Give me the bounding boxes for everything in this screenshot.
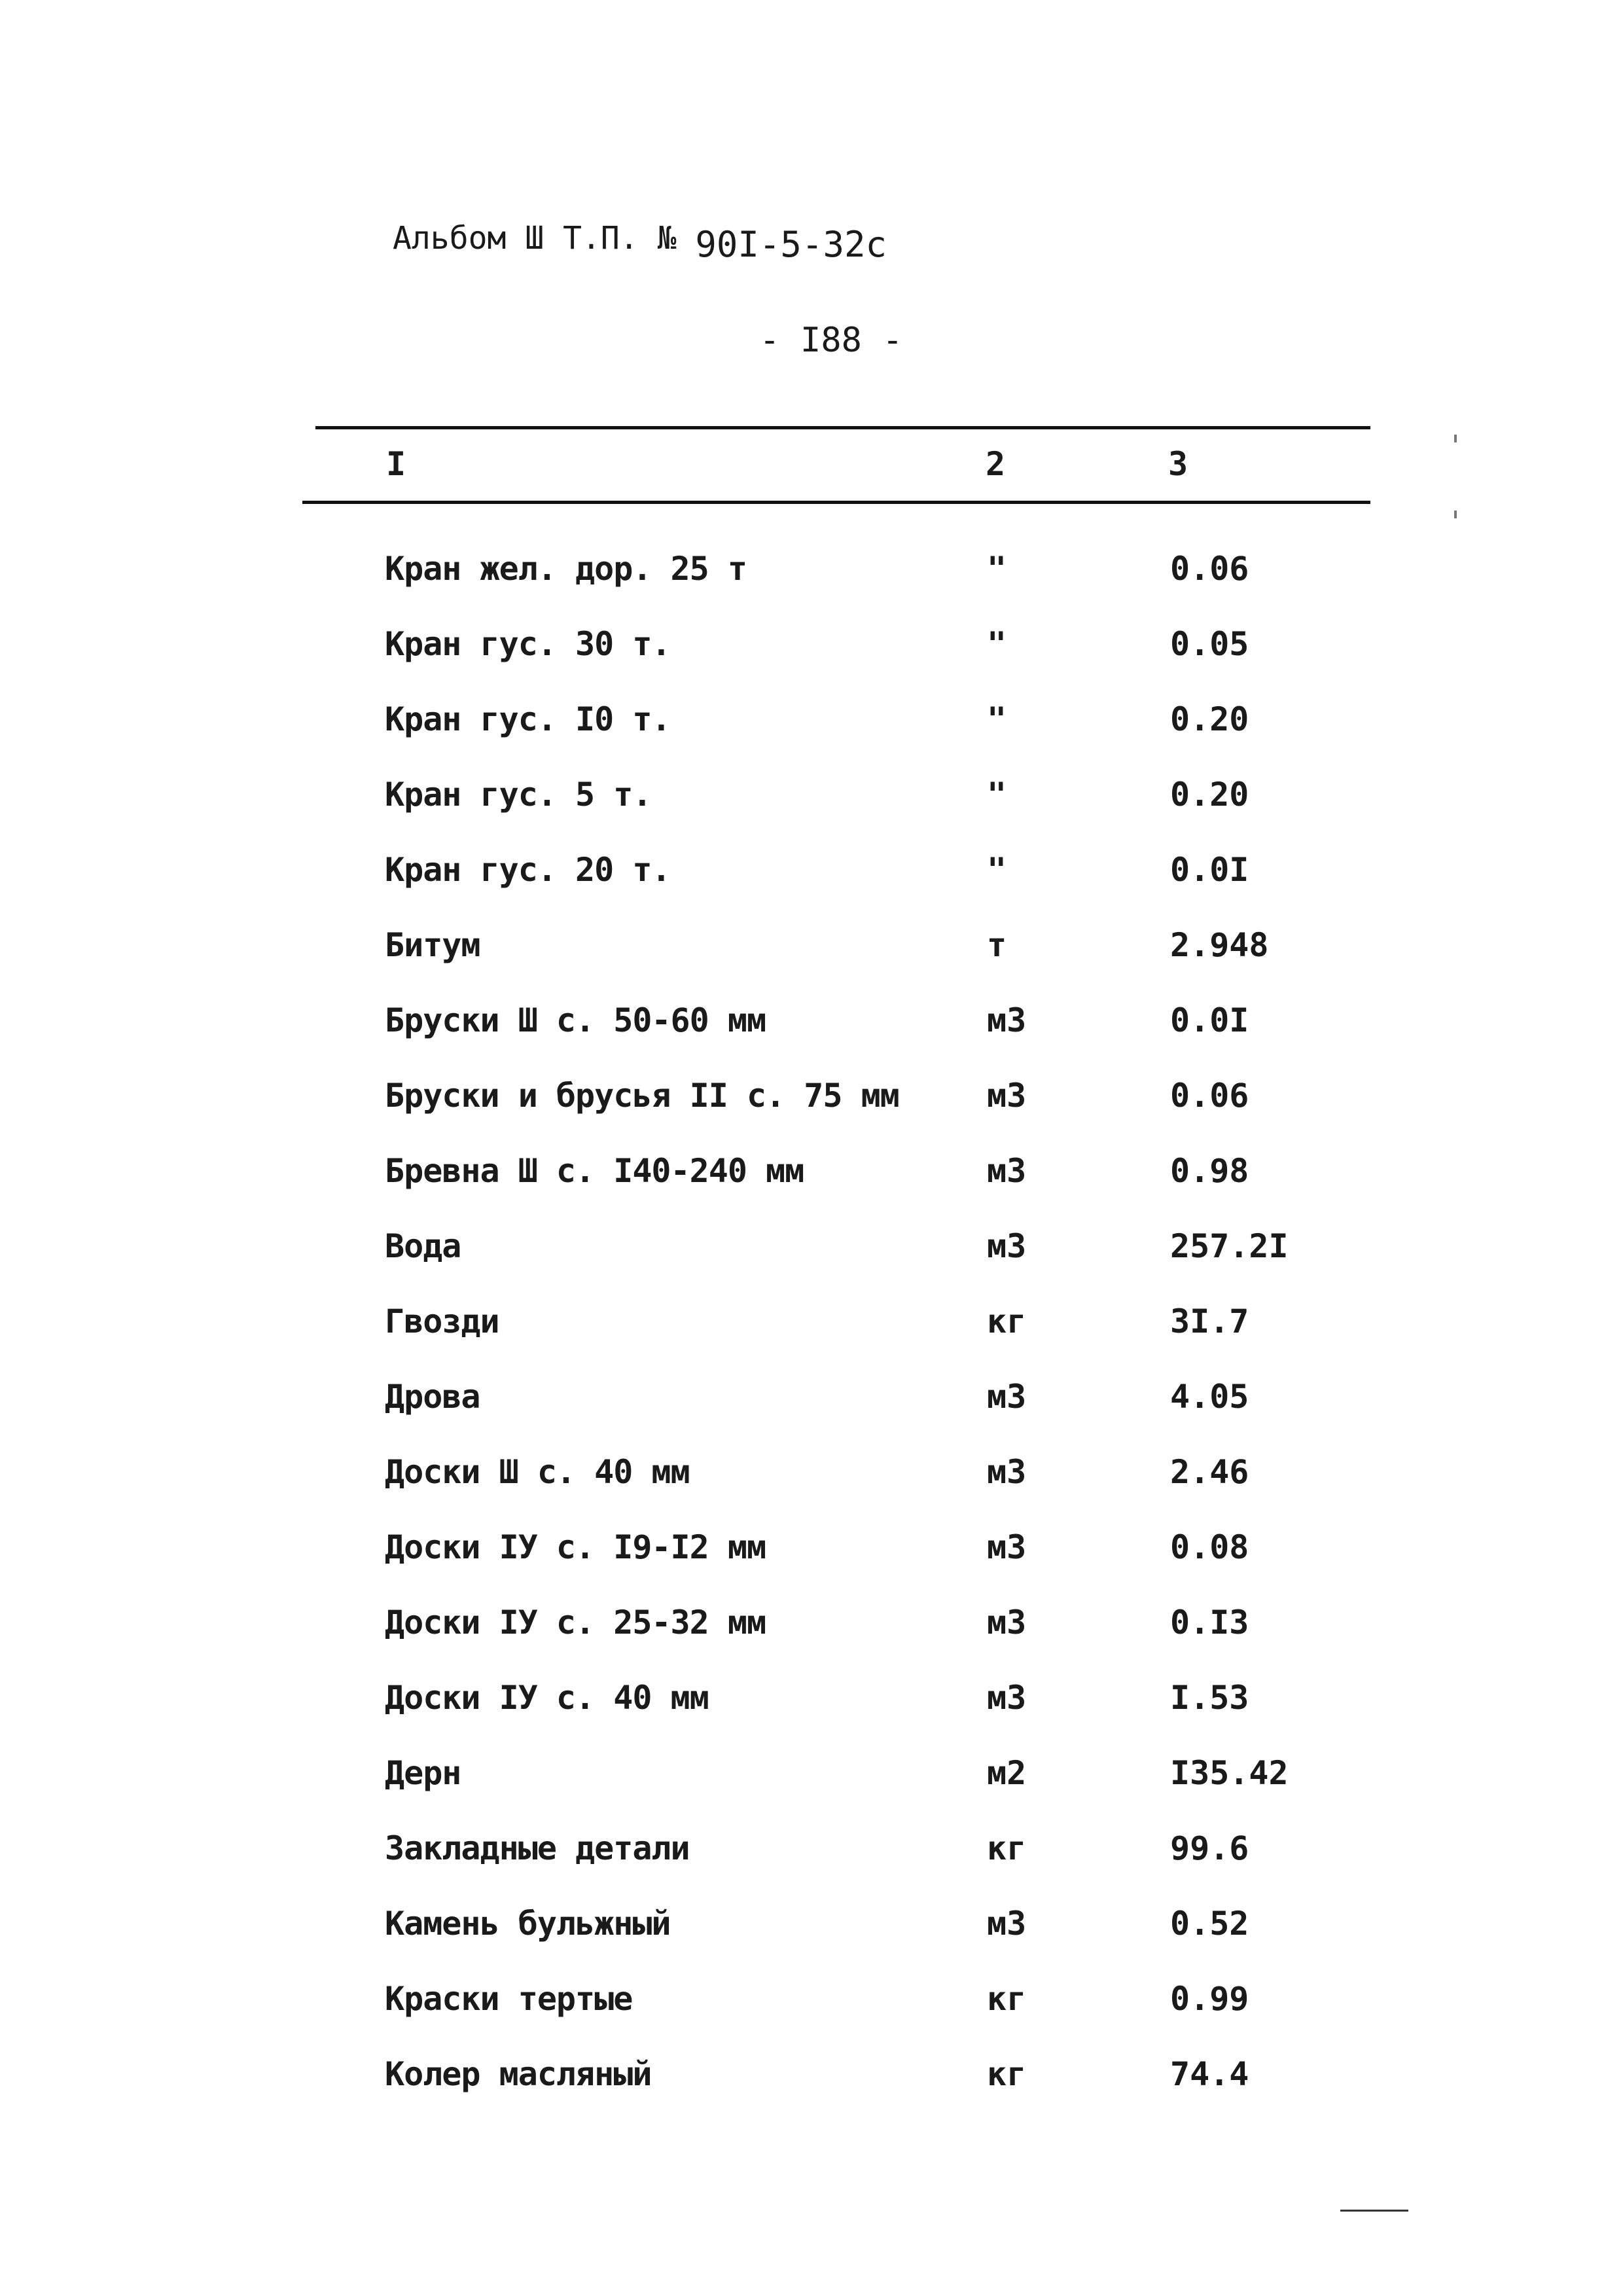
table-row [0, 1748, 1623, 1823]
unit-of-measure: м3 [987, 1905, 1027, 1943]
quantity-value: 4.05 [1170, 1378, 1249, 1416]
table-row [0, 1145, 1623, 1221]
table-row [0, 844, 1623, 920]
unit-of-measure: м3 [987, 1679, 1027, 1717]
table-row [0, 1371, 1623, 1446]
table-row [0, 1672, 1623, 1748]
quantity-value: 257.2I [1170, 1227, 1289, 1265]
unit-of-measure: м3 [987, 1604, 1027, 1641]
quantity-value: 0.05 [1170, 625, 1249, 663]
material-name: Доски IУ с. 40 мм [385, 1679, 709, 1717]
material-name: Краски тертые [385, 1980, 633, 2018]
material-name: Доски Ш с. 40 мм [385, 1453, 690, 1491]
quantity-value: 0.52 [1170, 1905, 1249, 1943]
unit-of-measure: кг [987, 1829, 1027, 1867]
table-row [0, 1823, 1623, 1898]
unit-of-measure: " [987, 700, 1007, 738]
table-row [0, 920, 1623, 995]
quantity-value: I35.42 [1170, 1754, 1289, 1792]
quantity-value: 0.06 [1170, 1077, 1249, 1115]
unit-of-measure: м3 [987, 1528, 1027, 1566]
material-name: Бруски Ш с. 50-60 мм [385, 1001, 766, 1039]
unit-of-measure: м3 [987, 1453, 1027, 1491]
table-row [0, 1070, 1623, 1145]
quantity-value: 2.948 [1170, 926, 1269, 964]
album-label: Альбом Ш Т.П. № [393, 220, 677, 257]
quantity-value: 3I.7 [1170, 1302, 1249, 1340]
material-name: Колер масляный [385, 2055, 652, 2093]
unit-of-measure: м3 [987, 1378, 1027, 1416]
table-row [0, 619, 1623, 694]
unit-of-measure: " [987, 550, 1007, 588]
quantity-value: 0.0I [1170, 851, 1249, 889]
material-name: Гвозди [385, 1302, 499, 1340]
column-header-2: 2 [986, 445, 1006, 483]
material-name: Камень бульжный [385, 1905, 671, 1943]
quantity-value: 0.0I [1170, 1001, 1249, 1039]
project-number: 90I-5-32с [695, 224, 887, 265]
table-row [0, 1221, 1623, 1296]
table-row [0, 1898, 1623, 1973]
table-row [0, 543, 1623, 619]
quantity-value: 74.4 [1170, 2055, 1249, 2093]
quantity-value: 0.20 [1170, 700, 1249, 738]
table-row [0, 1296, 1623, 1371]
quantity-value: 0.98 [1170, 1152, 1249, 1190]
album-header [393, 216, 887, 265]
table-top-rule [315, 426, 1370, 429]
quantity-value: 99.6 [1170, 1829, 1249, 1867]
unit-of-measure: м3 [987, 1227, 1027, 1265]
unit-of-measure: " [987, 776, 1007, 814]
table-row [0, 1446, 1623, 1522]
table-row [0, 2049, 1623, 2124]
material-name: Кран жел. дор. 25 т [385, 550, 747, 588]
table-row [0, 995, 1623, 1070]
material-name: Битум [385, 926, 480, 964]
material-name: Вода [385, 1227, 461, 1265]
table-row [0, 694, 1623, 769]
table-row [0, 1597, 1623, 1672]
column-header-1: I [386, 445, 406, 483]
quantity-value: 0.99 [1170, 1980, 1249, 2018]
material-name: Бревна Ш с. I40-240 мм [385, 1152, 804, 1190]
material-name: Кран гус. 5 т. [385, 776, 652, 814]
unit-of-measure: кг [987, 2055, 1027, 2093]
footer-dash [1340, 2210, 1408, 2212]
table-row [0, 1522, 1623, 1597]
unit-of-measure: м3 [987, 1001, 1027, 1039]
table-header-rule [302, 501, 1370, 504]
material-name: Кран гус. 30 т. [385, 625, 671, 663]
material-name: Бруски и брусья II с. 75 мм [385, 1077, 899, 1115]
material-name: Кран гус. I0 т. [385, 700, 671, 738]
quantity-value: 0.20 [1170, 776, 1249, 814]
quantity-value: 0.I3 [1170, 1604, 1249, 1641]
unit-of-measure: м3 [987, 1077, 1027, 1115]
unit-of-measure: кг [987, 1302, 1027, 1340]
unit-of-measure: м3 [987, 1152, 1027, 1190]
quantity-value: 2.46 [1170, 1453, 1249, 1491]
unit-of-measure: м2 [987, 1754, 1027, 1792]
scan-edge-mark [1454, 435, 1457, 442]
materials-table [0, 543, 1623, 2124]
material-name: Дерн [385, 1754, 461, 1792]
material-name: Закладные детали [385, 1829, 690, 1867]
table-row [0, 769, 1623, 844]
material-name: Доски IУ с. I9-I2 мм [385, 1528, 766, 1566]
table-row [0, 1973, 1623, 2049]
column-header-3: 3 [1168, 445, 1188, 483]
quantity-value: I.53 [1170, 1679, 1249, 1717]
unit-of-measure: " [987, 851, 1007, 889]
unit-of-measure: кг [987, 1980, 1027, 2018]
material-name: Дрова [385, 1378, 480, 1416]
material-name: Кран гус. 20 т. [385, 851, 671, 889]
quantity-value: 0.08 [1170, 1528, 1249, 1566]
unit-of-measure: т [987, 926, 1007, 964]
page-number: - I88 - [759, 321, 903, 360]
quantity-value: 0.06 [1170, 550, 1249, 588]
material-name: Доски IУ с. 25-32 мм [385, 1604, 766, 1641]
unit-of-measure: " [987, 625, 1007, 663]
scan-edge-mark [1454, 511, 1457, 518]
